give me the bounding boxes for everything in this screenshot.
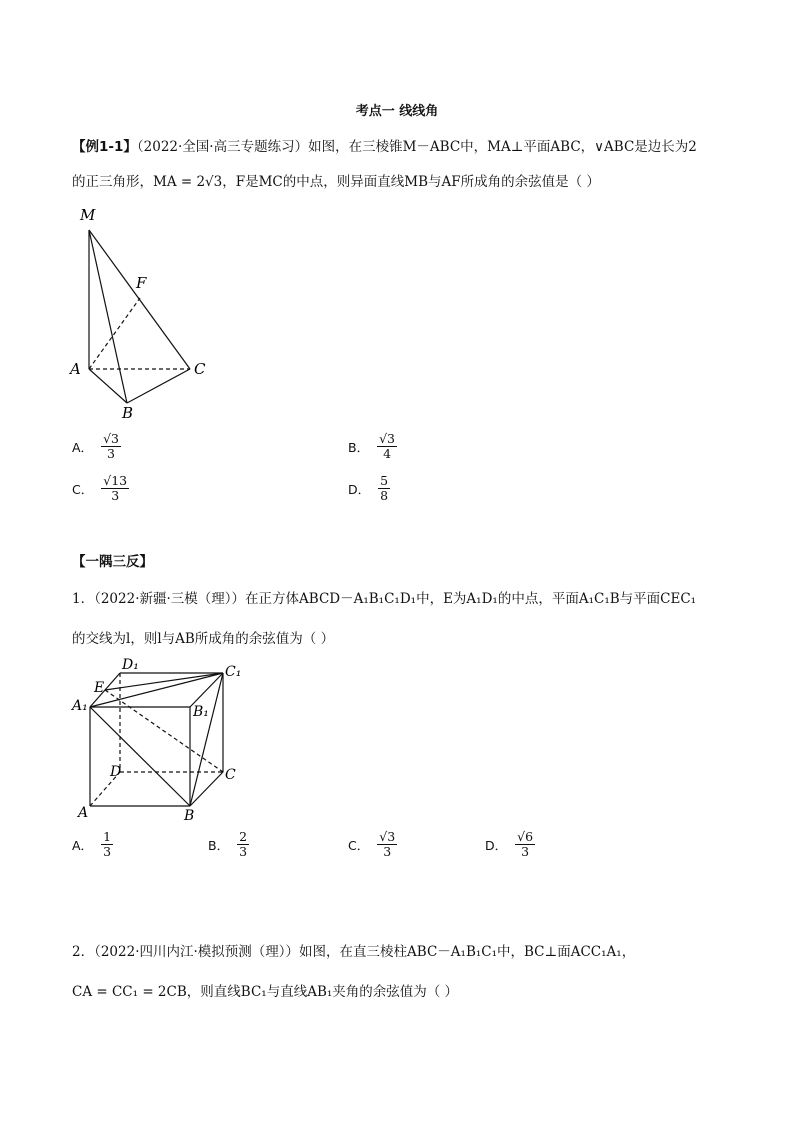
label-B1: B₁	[193, 704, 209, 720]
q2-line-1: 2．（2022·四川内江·模拟预测（理））如图，在直三棱柱ABC－A₁B₁C₁中，BC⊥面ACC₁A₁，	[72, 944, 636, 960]
example-option-a[interactable]: A． $\frac{√3}{3}$	[72, 431, 119, 461]
label-B: B	[184, 808, 195, 824]
label-A: A	[78, 805, 89, 821]
edge-AB	[89, 369, 127, 403]
example-option-b[interactable]: B． $\frac{√3}{4}$	[348, 431, 395, 461]
diag-BC1	[190, 673, 223, 806]
example-option-d[interactable]: D． $\frac{5}{8}$	[348, 473, 389, 503]
diag-A1C1	[90, 673, 223, 707]
edge-BC	[127, 369, 190, 403]
label-C: C	[194, 360, 206, 378]
q1-line-2: 的交线为l，则l与AB所成角的余弦值为（ ）	[72, 631, 335, 647]
fraction: $\frac{√3}{3}$	[103, 431, 119, 461]
label-A1: A₁	[72, 698, 88, 714]
label-A: A	[70, 360, 81, 378]
q1-option-b[interactable]: B． $\frac{2}{3}$	[208, 829, 248, 859]
label-F: F	[136, 274, 147, 292]
tetrahedron-figure	[60, 200, 230, 425]
label-B: B	[122, 404, 134, 422]
example-line-2: 的正三角形，MA = 2√3，F是MC的中点，则异面直线MB与AF所成角的余弦值是（ ）	[72, 174, 600, 190]
section-header: 【一隅三反】	[72, 554, 153, 570]
fraction: $\frac{√6}{3}$	[517, 829, 534, 859]
q1-option-d[interactable]: D． $\frac{√6}{3}$	[485, 829, 534, 859]
example-line-1	[72, 135, 697, 155]
example-text-1: （2022·全国·高三专题练习）如图，在三棱锥M－ABC中，MA⊥平面ABC，∨ABC是边长为2	[136, 139, 697, 155]
q1-option-a[interactable]: A． $\frac{1}{3}$	[72, 829, 112, 859]
label-E: E	[94, 680, 105, 696]
fraction: $\frac{1}{3}$	[103, 829, 112, 859]
fraction: $\frac{5}{8}$	[380, 473, 389, 503]
q1-line-1: 1．（2022·新疆·三模（理））在正方体ABCD－A₁B₁C₁D₁中，E为A₁D₁的中点，平面A₁C₁B与平面CEC₁	[72, 591, 697, 607]
fraction: $\frac{√13}{3}$	[103, 473, 128, 503]
example-option-c[interactable]: C． $\frac{√13}{3}$	[72, 473, 128, 503]
q2-line-2: CA = CC₁ = 2CB，则直线BC₁与直线AB₁夹角的余弦值为（ ）	[72, 984, 459, 1000]
q1-option-c[interactable]: C． $\frac{√3}{3}$	[348, 829, 396, 859]
segment-EC1	[105, 673, 223, 690]
section-title: 考点一 线线角	[355, 104, 439, 119]
fraction: $\frac{√3}{4}$	[379, 431, 395, 461]
label-M: M	[80, 206, 96, 224]
label-C: C	[225, 767, 236, 783]
label-D1: D₁	[122, 657, 139, 673]
example-tag: 【例1-1】	[72, 139, 137, 155]
cube-figure	[68, 652, 248, 824]
fraction: $\frac{√3}{3}$	[379, 829, 396, 859]
segment-EC	[105, 690, 223, 772]
edge-BC	[190, 772, 223, 806]
segment-AF	[89, 298, 140, 369]
label-D: D	[110, 764, 122, 780]
fraction: $\frac{2}{3}$	[239, 829, 248, 859]
label-C1: C₁	[225, 664, 242, 680]
edge-B1C1	[190, 673, 223, 707]
diag-A1B	[90, 707, 190, 806]
